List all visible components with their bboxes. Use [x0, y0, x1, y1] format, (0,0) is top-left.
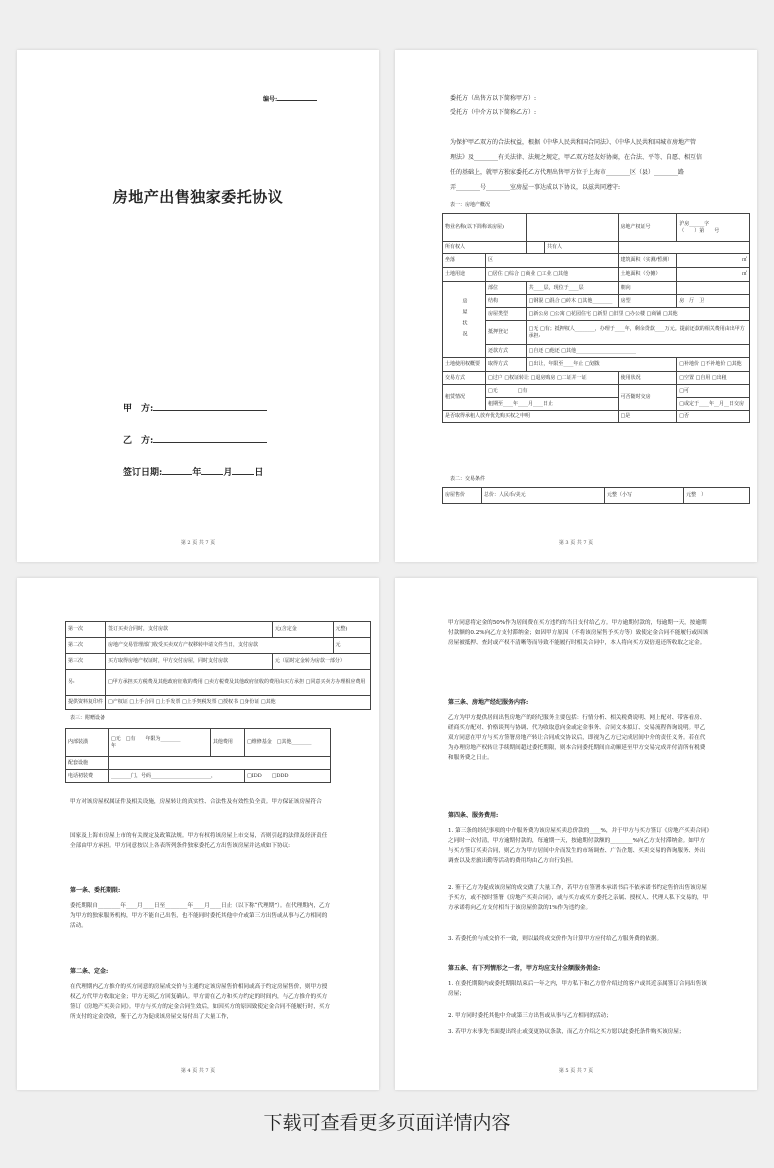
payment-row-2-label: 第二次 [66, 638, 106, 654]
payment-row-3-label: 第三次 [66, 654, 106, 670]
cell-trade-options: □过户 □权证转让 □退房购房 □二证并一证 [486, 372, 619, 385]
article-5-heading: 第五条、有下列情形之一者，甲方均应支付全额服务佣金: [448, 965, 601, 972]
cell-priority: 是否取得承租人放弃优先购买权之申明 [443, 411, 619, 423]
article-2-text: 在代理期内乙方推介的买方同意的房屋成交价与主通约定该房屋售价相同或高于约定房屋售价，则甲方授权乙方代甲方收取定金；甲方无须乙方回复确认。甲方需在乙方和买方约定的时间内，与乙方推介的买方签订《房地产买卖合同》。甲方与买方的定金合同生效后，如因买方的原因致使定金合同不能履行时，买方所支付的定金没收，鉴于乙方为促成该房屋交易付出了大量工作， [70, 984, 331, 1020]
ddd-option: □DDD [271, 772, 289, 779]
cell-vacate-options: □可 [677, 385, 750, 398]
cell-land-use: 土地用途 [443, 268, 486, 282]
cert-word: 沪房______字 [679, 220, 710, 227]
cell-priority-yes: □是 [618, 411, 677, 423]
document-page-cover [17, 50, 379, 562]
cell-house-status: 房屋状况 [443, 282, 486, 358]
cell-floor: 部位 [486, 282, 527, 295]
article-4-item-2: 2. 鉴于乙方为促成该房屋的成交做了大量工作，若甲方在签署本承诺书后不依承诺书约定售价出售该房屋予买方，或不按时签署《房地产买卖合同》，或与买方或买方委托之亲属、授权人、代理人私下交易的，甲方承诺将向乙方支付相当于该房屋价款的1%作为违约金。 [448, 885, 709, 911]
payment-row-3-desc: 买方取得房地产权证时，甲方交付房屋，同时支付房款 [106, 654, 273, 670]
attached-equipment-table [65, 728, 331, 783]
cell-property-name: 物业名称(以下简称该房屋) [443, 214, 527, 242]
page-number: 第 5 页 共 7 页 [558, 1068, 594, 1074]
cell-land-area: 土地面积（分摊） [618, 268, 677, 282]
cell-acquire: 取得方式 [486, 358, 527, 372]
payment-schedule-table [65, 621, 371, 710]
cell-owner: 所有权人 [443, 242, 527, 254]
article-1-heading: 第一条、委托期限: [70, 887, 121, 894]
cell-appliance: 配套设施 [66, 757, 109, 770]
cell-lease-options: □无 □有 [486, 385, 619, 398]
article-5-item-2: 2. 甲方同时委托其他中介或第三方出售或从事与乙方相同的活动； [448, 1013, 612, 1019]
day-label: 日 [254, 468, 264, 478]
document-page-2 [395, 50, 757, 562]
article-4-item-1: 1. 第三条的经纪事项的中介服务费为该房屋买卖总价款的____%，并于甲方与买方签订《房地产买卖合同》之同时一次付清，甲方逾期付款的，每逾期一天，按逾期付款额的________%向乙方支付滞纳金。如甲方与买方签订买卖合同，则乙方为甲方居间中介而发生的市场调查、广告企划、买卖交易的咨询服务、外出调查以及差旅出勤等活动的费用均由乙方自行负担。 [448, 828, 710, 864]
article-4-item-3: 3. 若委托价与成交价不一致，则以最终成交价作为计算甲方应付给乙方服务费的依据。 [448, 936, 663, 942]
payment-row-4-label: 另: [66, 670, 106, 696]
agent-line: 受托方（中介方以下简称乙方）: [450, 109, 537, 116]
cell-land-right: 土地使用权概要 [443, 358, 486, 372]
party-b-underline [153, 432, 267, 443]
cell-acquire-options: □出让，年限至____年止 □划拨 [526, 358, 677, 372]
article-4-heading: 第四条、服务费用: [448, 812, 499, 819]
sign-date-line [123, 464, 263, 478]
article-1-text: 委托期限自________年____月____日至________年____月____日止（以下称“代理期”）。在代理期内，乙方为甲方的独家服务机构，甲方不能自己出售，也不能同时委托其他中介或第三方出售或从事与乙方相同的活动。 [70, 903, 331, 929]
cell-phone-options: ________门，号码________________________， [109, 770, 245, 783]
cell-mortgage: 抵押登记 [486, 321, 527, 345]
page-number: 第 2 页 共 7 页 [180, 540, 216, 546]
cell-sqm: ㎡ [677, 254, 750, 268]
party-a-label: 甲 方: [123, 404, 154, 414]
cell-mortgage-options: □无 □有；抵押权人________，办理于____年，剩余贷款____万元。提前还款的相关费用由出甲方承担: [526, 321, 749, 345]
year-label: 年 [192, 468, 202, 478]
property-overview-table [442, 213, 750, 423]
intro-line-2: 理法》及________有关法律、法规之规定，甲乙双方经友好协商，在合法、平等、自愿、相互信 [450, 154, 703, 161]
cell-land-use-options: □居住 □综合 □商业 □工业 □其他 [486, 268, 619, 282]
intro-line-1: 为保护甲乙双方的合法权益，根据《中华人民共和国合同法》、《中华人民共和国城市房地产管 [450, 139, 697, 146]
party-b-line [123, 432, 267, 446]
payment-row-1-desc: 签订买卖合同时，支付房款 [106, 622, 273, 638]
article-5-item-1: 1. 在委托期限内或委托期限结束后一年之内，甲方私下和乙方曾介绍过的客户或其近亲属签订合同出售该房屋； [448, 981, 707, 997]
party-a-underline [153, 400, 267, 411]
cell-repay-options: □自还 □他还 □其他________________________ [526, 345, 749, 358]
cell-location: 坐落 [443, 254, 486, 268]
idd-option: □IDD [247, 772, 262, 779]
client-line: 委托方（出售方以下简称甲方）: [450, 95, 537, 102]
payment-row-2-amount: 元 [333, 638, 370, 654]
interior-year: 年 [111, 742, 117, 749]
article-3-heading: 第三条、房地产经纪服务内容: [448, 699, 529, 706]
serial-number-field [263, 93, 317, 104]
party-a-line [123, 400, 267, 414]
page-number: 第 3 页 共 7 页 [558, 540, 594, 546]
warranty-paragraph: 甲方对该房屋权属证件及相关设施，房屋转让的真实性、合法性及有效性负全责。甲方保证该房屋符合 [70, 799, 322, 805]
cell-layout: 房型 [618, 295, 677, 308]
cell-trade: 交易方式 [443, 372, 486, 385]
cell-vacate-date: □或定于____年__月__日交房 [677, 398, 750, 411]
cell-land-fee-options: □补地价 □不补地价 □其他 [677, 358, 750, 372]
cell-lease-term: 租期至____年____月____日止 [486, 398, 619, 411]
deposit-paragraph: 甲方同意将定金的50%作为居间费在买方违约的当日支付给乙方。甲方逾期付款的，每逾期一天，按逾期付款额的0.2%向乙方支付滞纳金；如因甲方原因（不将该房屋售予买方等）致使定金合同不能履行或因该房屋被抵押、查封或产权不清晰等而导致不能履行时相关合同中，本人将向买方双倍返还所收取之定金。 [448, 620, 709, 646]
cell-cert-no: 房地产权证号 [618, 214, 677, 242]
cell-phone: 电话初装费 [66, 770, 109, 783]
payment-row-2-desc: 房地产交易管理部门收受买卖双方产权移转申请文件当日，支付房款 [106, 638, 334, 654]
cell-layout-options: 房 厅 卫 [677, 295, 750, 308]
cell-vacate: 可否随时交房 [618, 385, 677, 411]
cell-house-type: 房屋类型 [486, 308, 527, 321]
payment-row-1-label: 第一次 [66, 622, 106, 638]
table3-label: 表三：附赠设备 [70, 715, 106, 721]
cell-house-type-options: □新公房 □公寓 □花园住宅 □新里 □旧里 □办公楼 □商铺 □其他 [526, 308, 749, 321]
docs-options: □产权证 □上手合同 □上手发票 □上手契税发票 □授权书 □身份证 □其他 [106, 696, 371, 710]
table2-label: 表二：交易条件 [450, 476, 486, 482]
article-3-text: 乙方为甲方提供居间出售房地产的经纪服务主要包括：行情分析、相关税费说明、网上配对、带客看房、磋商买方配对、价格谈判与协调、代为收取意向金或定金事务、合同文本拟订、交易流程咨询说明。甲乙双方同意在甲方与买方签署房地产转让合同成交协议后，即视为乙方已完成居间中介的责任义务。若在代为办理房地产权转让手续期间超过委托期限，则本合同委托期间自动顺延至甲方交易完成并付清所有税费和服务费之日止。 [448, 715, 706, 761]
cell-sqm-2: ㎡ [677, 268, 750, 282]
party-b-label: 乙 方: [123, 436, 154, 446]
table1-label: 表一：房地产概况 [450, 202, 491, 208]
download-caption[interactable]: 下载可查看更多页面详情内容 [263, 1112, 511, 1134]
cell-repay: 还款方式 [486, 345, 527, 358]
payment-row-4-desc: □甲方承担买方税费及其他政府征收的费用 □卖方税费及其他政府征收的费用由买方承担 □同意买卖方办理相应费用 [106, 670, 371, 696]
cell-floor-options: 共____层，现位于____层 [526, 282, 618, 295]
cert-no2: （ ）第 号 [679, 227, 720, 234]
document-page-4 [17, 578, 379, 1090]
agreement-paragraph: 国家及上海市房屋上市的有关规定及政策法规。甲方有权将该房屋上市交易，否则引起的法律及经济责任全部由甲方承担。甲方同意按以上各表所列条件独家委托乙方出售该房屋并达成如下协议: [70, 833, 328, 849]
cell-fund-options: □维修基金 □其他________ [245, 729, 331, 757]
cell-structure-options: □钢混 □混合 □砖木 □其他________ [526, 295, 618, 308]
interior-options: □无 □有 年限为________ [111, 735, 181, 742]
cell-lease: 租赁情况 [443, 385, 486, 411]
cell-price-total: 总价：人民币/美元 [482, 488, 605, 504]
cell-priority-no: □否 [677, 411, 750, 423]
document-title: 房地产出售独家委托协议 [112, 188, 284, 206]
payment-row-1-end: 元整) [333, 622, 370, 638]
payment-row-1-amount: 元(含定金 [272, 622, 333, 638]
article-2-heading: 第二条、定金: [70, 968, 109, 975]
trade-conditions-table [442, 487, 750, 504]
cell-other-fee: 其他费用 [210, 729, 244, 757]
payment-row-3-amount: 元（届时定金转为房款一部分） [272, 654, 370, 670]
serial-label: 编号: [263, 96, 278, 103]
cell-interior: 内部装潢 [66, 729, 109, 757]
document-page-5 [395, 578, 757, 1090]
cell-price-yuan: 元整（小写 [605, 488, 684, 504]
cell-co-owner: 共有人 [545, 242, 618, 254]
article-5-item-3: 3. 若甲方未事先书面提出终止或变更协议条款，而乙方介绍之买方愿以此委托条件购买该房屋； [448, 1029, 685, 1035]
cell-district: 区 [486, 254, 619, 268]
page-number: 第 4 页 共 7 页 [180, 1068, 216, 1074]
docs-label: 提供资料复印件 [66, 696, 106, 710]
cell-orientation: 朝向 [618, 282, 677, 295]
cell-use-options: □空置 □自用 □出租 [677, 372, 750, 385]
cell-use-status: 使用状况 [618, 372, 677, 385]
sign-date-label: 签订日期: [123, 468, 163, 478]
cell-price: 房屋售价 [443, 488, 482, 504]
cell-structure: 结构 [486, 295, 527, 308]
serial-underline [277, 93, 317, 101]
cell-building-area: 建筑面积（实测/暂测） [618, 254, 677, 268]
month-label: 月 [223, 468, 233, 478]
intro-line-3: 任的基础上，就甲方独家委托乙方代理出售甲方位于上海市________区（县）________路 [450, 169, 685, 176]
intro-line-4: 弄________号________室房屋一事达成以下协议，以兹共同遵守: [450, 184, 621, 191]
cell-price-yuan2: 元整 ） [684, 488, 750, 504]
